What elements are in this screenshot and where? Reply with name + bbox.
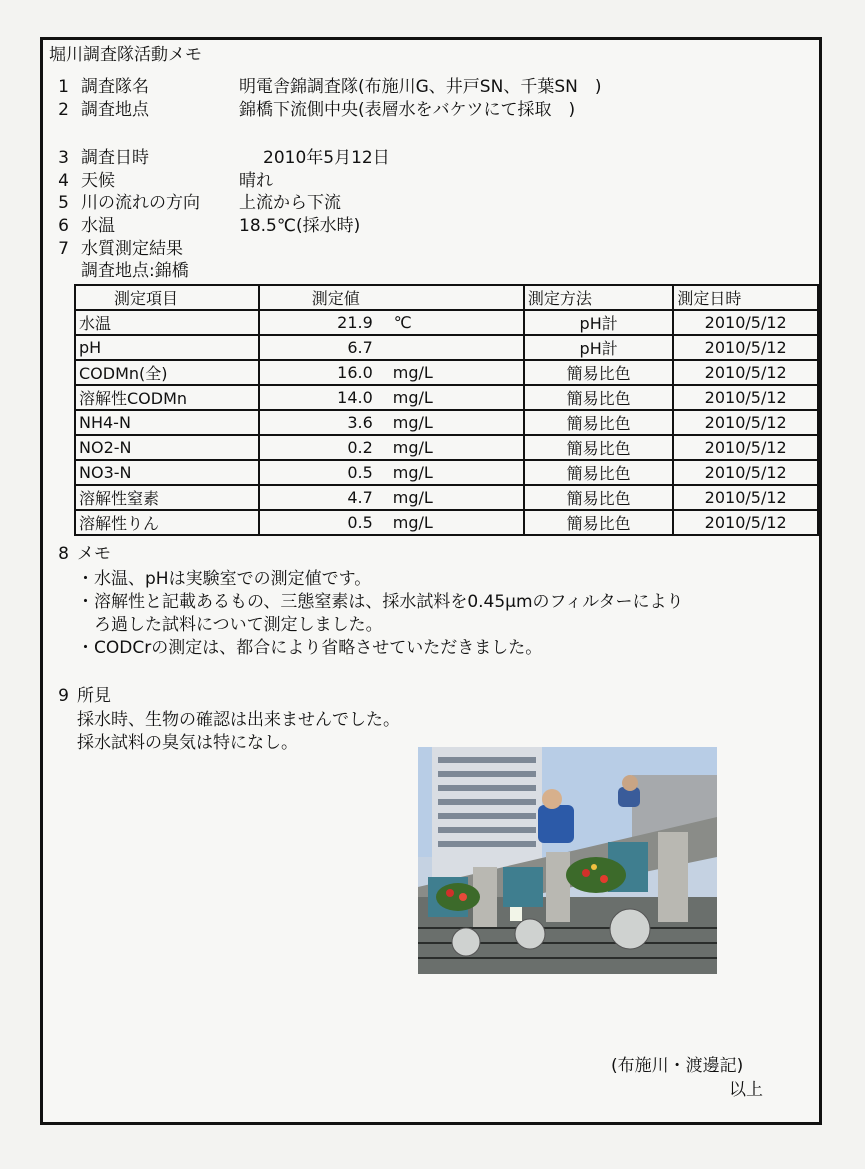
section-7-label: 水質測定結果 — [81, 239, 183, 259]
section-8-label: メモ — [77, 544, 111, 564]
row-value-cell — [259, 310, 524, 335]
row-unit: mg/L — [392, 488, 433, 507]
row-date: 2010/5/12 — [673, 335, 818, 360]
row-method: 簡易比色 — [524, 435, 673, 460]
row-method: pH計 — [524, 310, 673, 335]
section-9-number: 9 — [58, 686, 69, 706]
field-1-label: 調査隊名 — [81, 77, 149, 97]
row-method: 簡易比色 — [524, 385, 673, 410]
table-row — [75, 460, 818, 485]
field-5-number: 5 — [58, 193, 69, 213]
field-3-value: 2010年5月12日 — [263, 148, 390, 168]
table-row — [75, 385, 818, 410]
row-item: NO3-N — [75, 460, 259, 485]
table-row — [75, 510, 818, 535]
row-unit: ℃ — [393, 313, 412, 332]
finding-line: 採水試料の臭気は特になし。 — [77, 733, 298, 753]
table-row — [75, 360, 818, 385]
row-item: pH — [75, 335, 259, 360]
header-item: 測定項目 — [75, 285, 259, 310]
row-item: 溶解性りん — [75, 510, 259, 535]
memo-line: ・CODCrの測定は、都合により省略させていただきました。 — [77, 638, 543, 658]
row-date: 2010/5/12 — [673, 435, 818, 460]
header-value: 測定値 — [259, 285, 524, 310]
field-6-value: 18.5℃(採水時) — [239, 216, 361, 236]
memo-title: 堀川調査隊活動メモ — [49, 45, 202, 65]
section-8-number: 8 — [58, 544, 69, 564]
field-6-label: 水温 — [81, 216, 115, 236]
row-method: 簡易比色 — [524, 410, 673, 435]
row-item: 水温 — [75, 310, 259, 335]
memo-line: ろ過した試料について測定しました。 — [77, 615, 383, 635]
row-unit: mg/L — [392, 463, 433, 482]
field-2-value: 錦橋下流側中央(表層水をバケツにて採取 ) — [239, 100, 576, 120]
row-unit: mg/L — [392, 388, 433, 407]
closing-text: 以上 — [729, 1080, 763, 1100]
field-1-value: 明電舎錦調査隊(布施川G、井戸SN、千葉SN ) — [239, 77, 602, 97]
row-date: 2010/5/12 — [673, 310, 818, 335]
row-value: 16.0 — [337, 363, 373, 382]
row-method: 簡易比色 — [524, 360, 673, 385]
field-2-number: 2 — [58, 100, 69, 120]
water-quality-table — [74, 284, 819, 536]
row-value: 14.0 — [337, 388, 373, 407]
row-unit: mg/L — [392, 513, 433, 532]
row-item: CODMn(全) — [75, 360, 259, 385]
row-date: 2010/5/12 — [673, 510, 818, 535]
finding-line: 採水時、生物の確認は出来ませんでした。 — [77, 710, 400, 730]
row-value: 0.5 — [347, 513, 373, 532]
field-2-label: 調査地点 — [81, 100, 149, 120]
header-method: 測定方法 — [524, 285, 673, 310]
row-value: 0.5 — [347, 463, 373, 482]
table-header-row — [75, 285, 818, 310]
row-value: 3.6 — [347, 413, 373, 432]
table-row — [75, 310, 818, 335]
field-3-number: 3 — [58, 148, 69, 168]
row-date: 2010/5/12 — [673, 460, 818, 485]
table-row — [75, 435, 818, 460]
row-date: 2010/5/12 — [673, 360, 818, 385]
row-value-cell — [259, 385, 524, 410]
row-value-cell — [259, 460, 524, 485]
field-4-value: 晴れ — [239, 171, 273, 191]
row-item: 溶解性窒素 — [75, 485, 259, 510]
row-item: 溶解性CODMn — [75, 385, 259, 410]
row-value-cell — [259, 435, 524, 460]
memo-line: ・水温、pHは実験室での測定値です。 — [77, 569, 372, 589]
row-value: 0.2 — [347, 438, 373, 457]
memo-line: ・溶解性と記載あるもの、三態窒素は、採水試料を0.45μmのフィルターにより — [77, 592, 684, 612]
row-method: 簡易比色 — [524, 510, 673, 535]
row-method: 簡易比色 — [524, 460, 673, 485]
section-9-label: 所見 — [77, 686, 111, 706]
row-value: 4.7 — [347, 488, 373, 507]
table-row — [75, 410, 818, 435]
row-unit: mg/L — [392, 413, 433, 432]
section-7-number: 7 — [58, 239, 69, 259]
row-item: NO2-N — [75, 435, 259, 460]
bridge-scene-image — [418, 747, 717, 974]
row-method: pH計 — [524, 335, 673, 360]
sampling-photo — [418, 747, 717, 974]
field-6-number: 6 — [58, 216, 69, 236]
row-value: 21.9 — [337, 313, 373, 332]
survey-site-label: 調査地点:錦橋 — [81, 261, 189, 281]
row-unit: mg/L — [392, 363, 433, 382]
row-unit: mg/L — [392, 438, 433, 457]
header-date: 測定日時 — [673, 285, 818, 310]
row-date: 2010/5/12 — [673, 485, 818, 510]
row-value: 6.7 — [347, 338, 373, 357]
row-value-cell — [259, 360, 524, 385]
row-value-cell — [259, 510, 524, 535]
field-1-number: 1 — [58, 77, 69, 97]
field-5-label: 川の流れの方向 — [81, 193, 200, 213]
field-3-label: 調査日時 — [81, 148, 149, 168]
author-signature: (布施川・渡邊記) — [611, 1056, 744, 1076]
row-date: 2010/5/12 — [673, 410, 818, 435]
memo-sheet — [40, 37, 822, 1125]
row-date: 2010/5/12 — [673, 385, 818, 410]
table-row — [75, 335, 818, 360]
field-5-value: 上流から下流 — [239, 193, 341, 213]
row-value-cell — [259, 485, 524, 510]
field-4-label: 天候 — [81, 171, 115, 191]
table-row — [75, 485, 818, 510]
row-value-cell — [259, 335, 524, 360]
row-value-cell — [259, 410, 524, 435]
field-4-number: 4 — [58, 171, 69, 191]
row-item: NH4-N — [75, 410, 259, 435]
row-method: 簡易比色 — [524, 485, 673, 510]
